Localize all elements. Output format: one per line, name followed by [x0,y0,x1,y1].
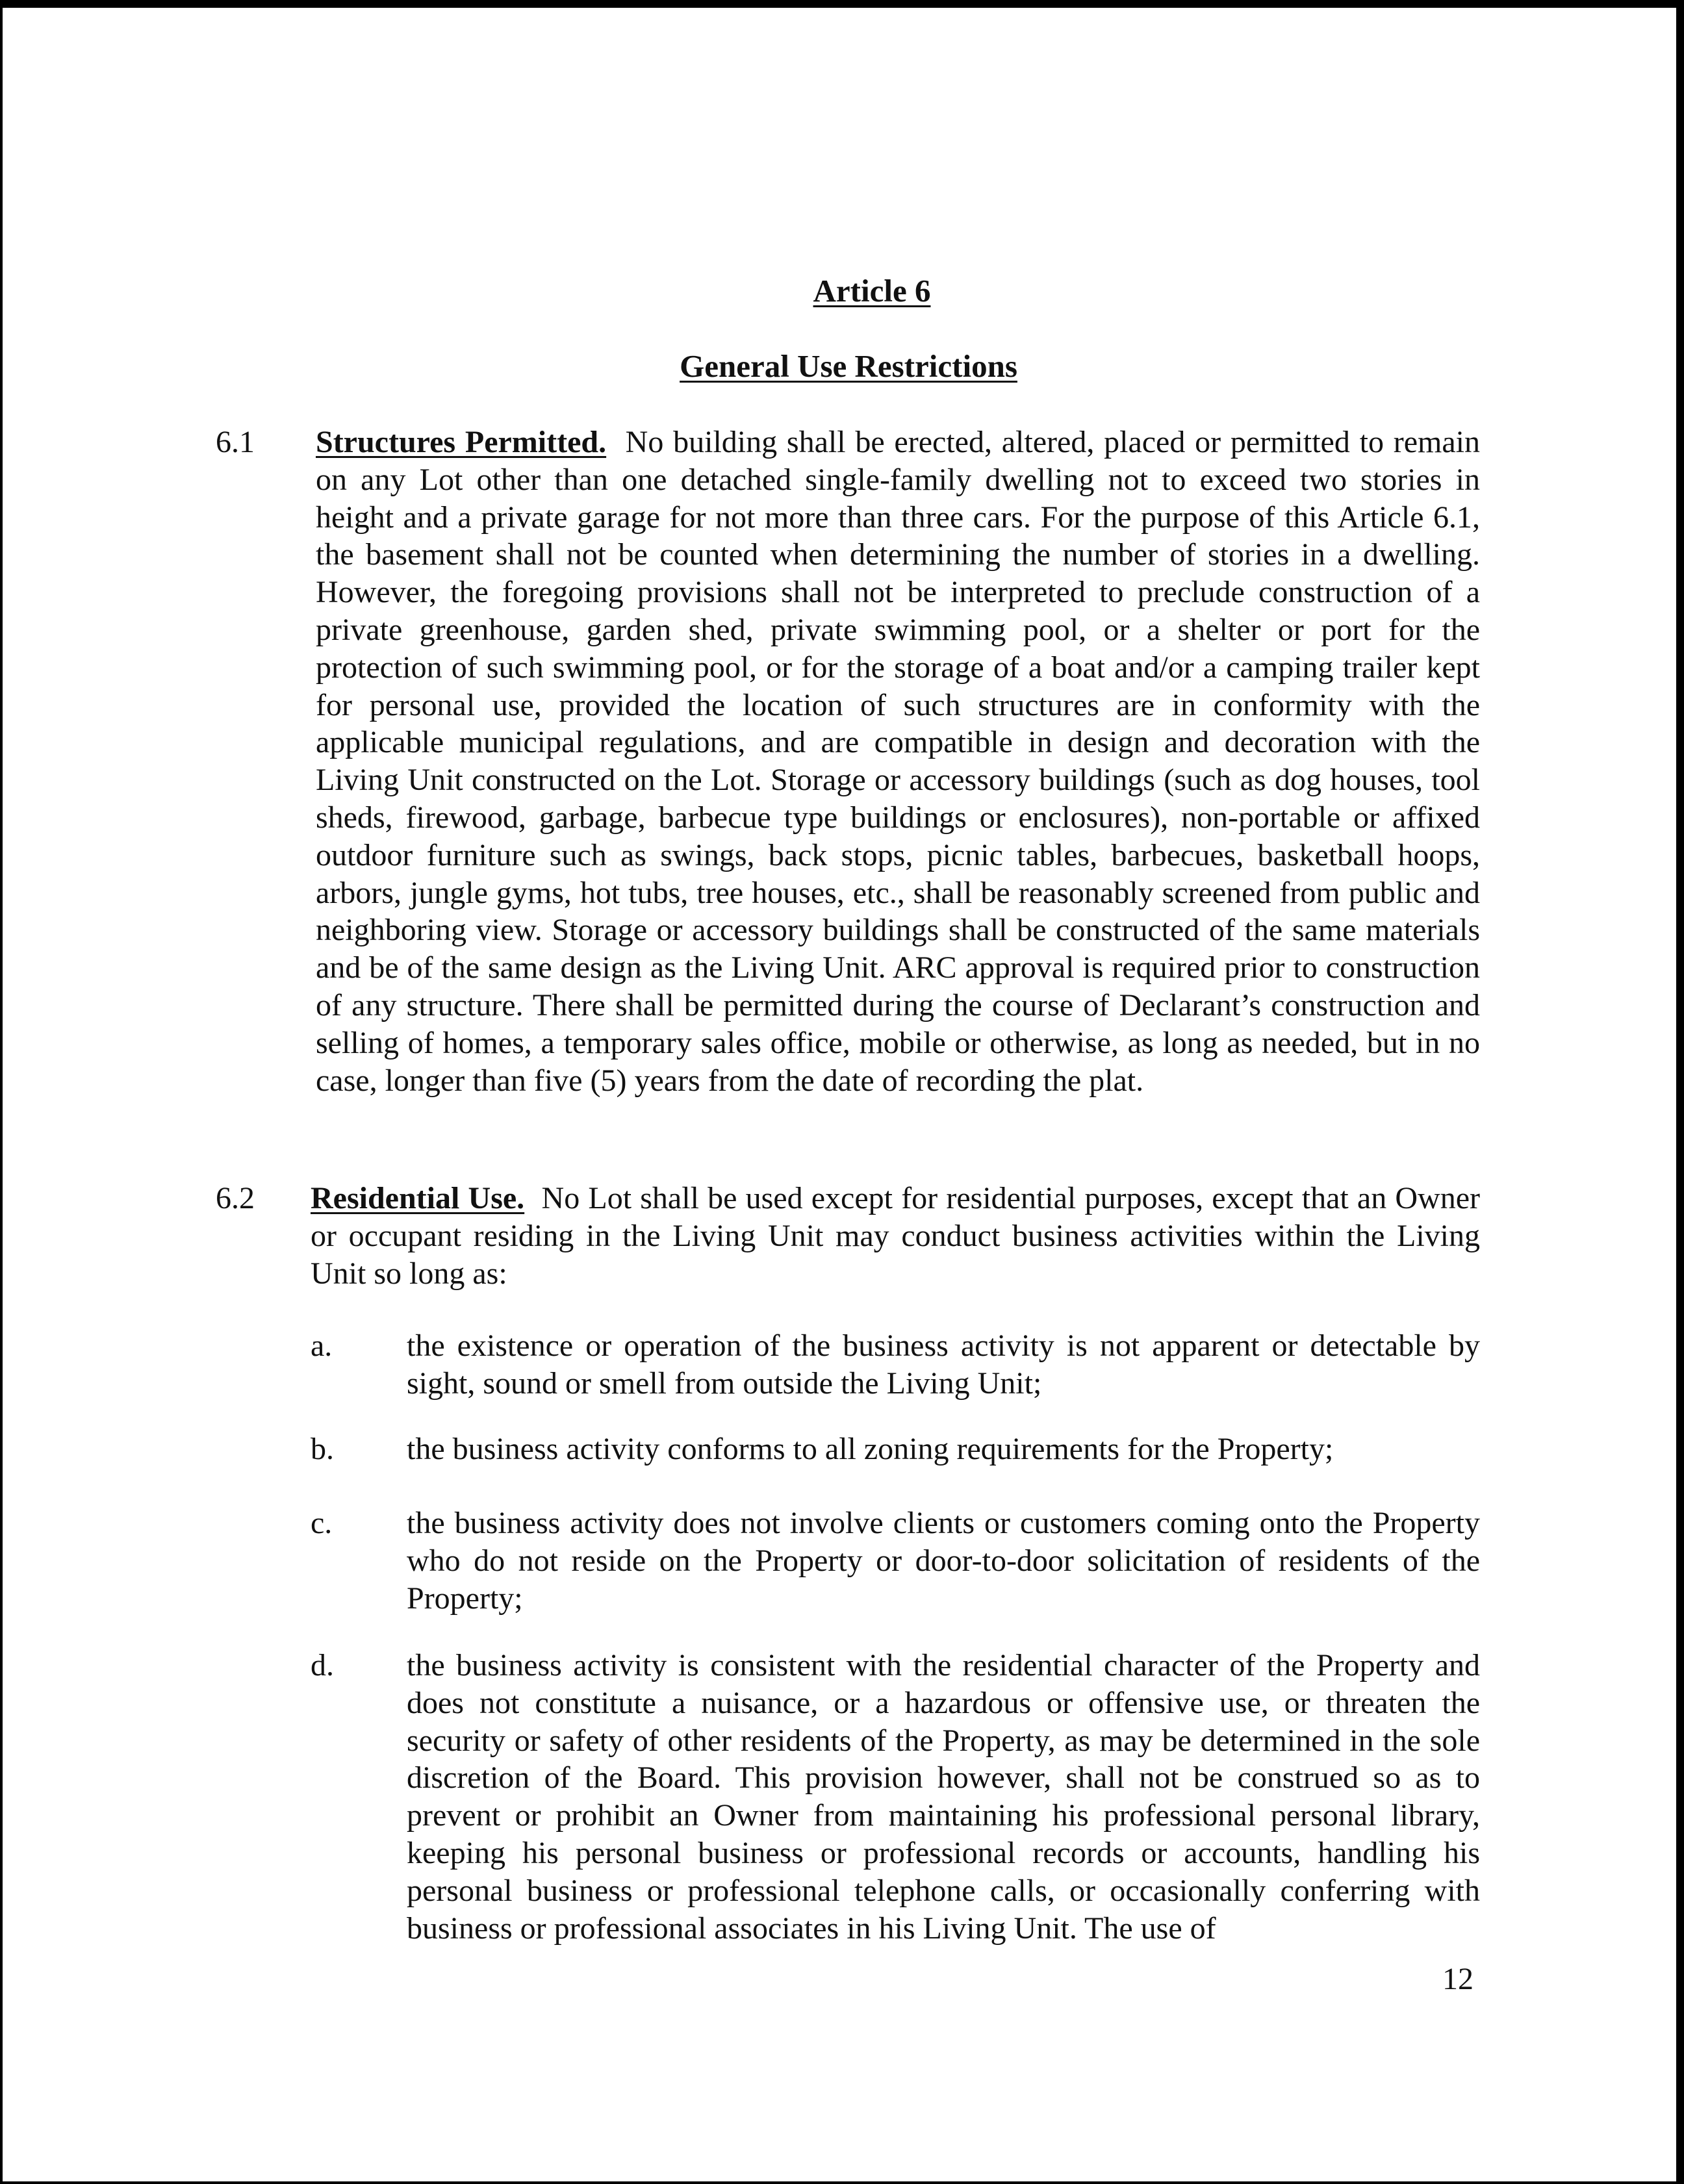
section-number: 6.1 [216,425,255,459]
list-item-letter: a. [311,1328,333,1363]
scan-border-top [0,0,1684,8]
list-item: the business activity conforms to all zoning requirements for the Property; [407,1432,1334,1466]
list-item: the business activity does not involve clients or customers coming onto the Property who do not reside on the Property or door-to-door solicitation of residents of the Property; [407,1506,1480,1616]
list-item-letter: c. [311,1506,333,1540]
section-heading: Structures Permitted. [316,425,607,459]
section-paragraph [316,424,1480,1099]
section-body: No building shall be erected, altered, placed or permitted to remain on any Lot other than one detached single-family dwelling not to exceed two stories in height and a private garage for not more than three cars. For the purpose of this Article 6.1, the basement shall not be counted when determining the number of stories in a dwelling. However, the foregoing provisions shall not be interpreted to preclude construction of a private greenhouse, garden shed, private swimming pool, or a shelter or port for the protection of such swimming pool, or for the storage of a boat and/or a camping trailer kept for personal use, provided the location of such structures are in conformity with the applicable municipal regulations, and are compatible in design and decoration with the Living Unit constructed on the Lot. Storage or accessory buildings (such as dog houses, tool sheds, firewood, garbage, barbecue type buildings or enclosures), non-portable or affixed outdoor furniture such as swings, back stops, picnic tables, barbecues, basketball hoops, arbors, jungle gyms, hot tubs, tree houses, etc., shall be reasonably screened from public and neighboring view. Storage or accessory buildings shall be constructed of the same materials and be of the same design as the Living Unit. ARC approval is required prior to construction of any structure. There shall be permitted during the course of Declarant’s construction and selling of homes, a temporary sales office, mobile or otherwise, as long as needed, but in no case, longer than five (5) years from the date of recording the plat. [316,425,1481,1098]
scan-border-left [0,0,3,2184]
section-heading: Residential Use. [311,1181,525,1215]
page-number: 12 [1442,1962,1474,1996]
list-item-letter: b. [311,1432,334,1466]
scan-border-bottom [0,2181,1684,2184]
scan-border-right [1676,0,1684,2184]
list-item-letter: d. [311,1648,334,1682]
article-subtitle: General Use Restrictions [680,348,1017,384]
section-body: No Lot shall be used except for residential purposes, except that an Owner or occupant residing in the Living Unit may conduct business activities within the Living Unit so long as: [311,1181,1480,1291]
list-item: the existence or operation of the business activity is not apparent or detectable by sight, sound or smell from outside the Living Unit; [407,1328,1480,1401]
section-paragraph [311,1180,1480,1292]
list-item: the business activity is consistent with the residential character of the Property and does not constitute a nuisance, or a hazardous or offensive use, or threaten the security or safety of other residents of the Property, as may be determined in the sole discretion of the Board. This provision however, shall not be construed so as to prevent or prohibit an Owner from maintaining his professional personal library, keeping his personal business or professional records or accounts, handling his personal business or professional telephone calls, or occasionally conferring with business or professional associates in his Living Unit. The use of [407,1648,1480,1946]
section-number: 6.2 [216,1181,255,1215]
article-title: Article 6 [813,273,931,309]
